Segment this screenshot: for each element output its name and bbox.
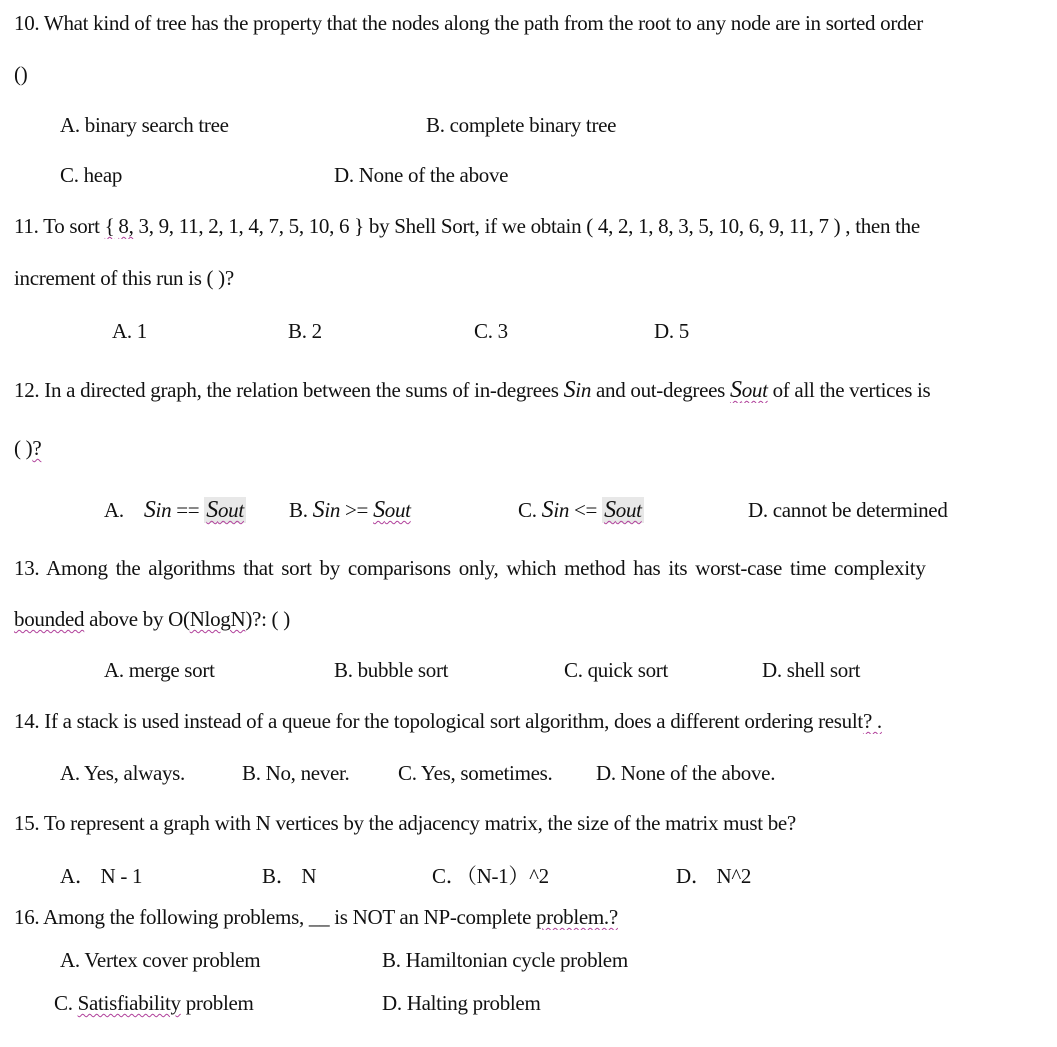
question-13-option-d: D. shell sort: [762, 658, 861, 682]
question-11-set-first: 8,: [118, 214, 134, 238]
question-15-option-a: A． N - 1: [60, 864, 143, 888]
question-13-blank: )?: ( ): [245, 607, 290, 631]
question-12-option-b-operator: >=: [340, 498, 374, 522]
question-11-stem-middle: by Shell Sort, if we obtain ( 4, 2, 1, 8, 3, 5, 10, 6, 9, 11, 7 ) , then the: [363, 214, 920, 238]
question-13-bounded-word: bounded: [14, 607, 85, 631]
question-16-stem-start: 16. Among the following problems,: [14, 905, 309, 929]
question-13-complexity-func: NlogN: [189, 607, 246, 631]
question-12-sout-symbol: Sout: [729, 377, 768, 403]
question-16-option-c-label: C.: [54, 991, 78, 1015]
question-16-option-b: B. Hamiltonian cycle problem: [382, 948, 628, 972]
question-11-set-rest: 3, 9, 11, 2, 1, 4, 7, 5, 10, 6 }: [133, 214, 364, 238]
question-12-blank: [14, 435, 41, 461]
question-12-option-a: [104, 497, 246, 523]
question-12-option-b-sout: Sout: [373, 497, 411, 523]
question-10-stem: 10. What kind of tree has the property that the nodes along the path from the root to any node are in sorted order: [14, 11, 923, 35]
question-14-option-d: D. None of the above.: [596, 761, 776, 785]
question-12-option-b-sin: Sin: [312, 497, 341, 523]
question-10-option-b: B. complete binary tree: [426, 113, 617, 137]
question-11-stem-start: 11. To sort: [14, 214, 105, 238]
question-14-option-b: B. No, never.: [242, 761, 350, 785]
question-14-option-c: C. Yes, sometimes.: [398, 761, 553, 785]
question-16-option-c-word: Satisfiability: [77, 991, 181, 1015]
question-12-option-a-operator: ==: [171, 498, 205, 522]
question-12-option-a-sout: Sout: [206, 497, 244, 523]
question-16-option-d: D. Halting problem: [382, 991, 541, 1015]
question-14-stem-text: 14. If a stack is used instead of a queue for the topological sort algorithm, does a different ordering result: [14, 709, 863, 733]
question-13-stem: 13. Among the algorithms that sort by comparisons only, which method has its worst-case time complexity: [14, 556, 926, 580]
question-15-option-d: D． N^2: [676, 864, 752, 888]
question-12-option-c-label: C.: [518, 498, 542, 522]
question-12-sin-symbol: Sin: [563, 377, 592, 403]
question-16-option-c: [54, 990, 254, 1016]
question-16-stem-middle: is NOT an NP-complete: [329, 905, 537, 929]
question-12-option-c: [518, 497, 644, 523]
question-16-option-c-rest: problem: [180, 991, 254, 1015]
question-11-option-d: D. 5: [654, 319, 689, 343]
question-13-option-a: A. merge sort: [104, 658, 215, 682]
question-12-option-c-sin: Sin: [541, 497, 570, 523]
question-12-stem-end: of all the vertices is: [767, 378, 931, 402]
question-12-option-a-label: A.: [104, 498, 124, 522]
question-10-option-a: A. binary search tree: [60, 113, 229, 137]
question-15-stem: 15. To represent a graph with N vertices by the adjacency matrix, the size of the matrix must be?: [14, 811, 796, 835]
question-15-option-c: C．（N-1）^2: [432, 864, 549, 888]
question-11-stem-end: increment of this run is ( )?: [14, 266, 234, 290]
question-12-stem: [14, 377, 1057, 403]
question-13-option-c: C. quick sort: [564, 658, 669, 682]
question-12-stem-start: 12. In a directed graph, the relation between the sums of in-degrees: [14, 378, 564, 402]
question-10-option-d: D. None of the above: [334, 163, 509, 187]
question-11-option-c: C. 3: [474, 319, 508, 343]
question-16-stem-end: problem.?: [536, 905, 618, 929]
question-14-option-a: A. Yes, always.: [60, 761, 186, 785]
question-12-option-a-sin: Sin: [143, 497, 172, 523]
question-12-stem-middle: and out-degrees: [591, 378, 730, 402]
question-13-option-b: B. bubble sort: [334, 658, 449, 682]
question-12-option-d: D. cannot be determined: [748, 498, 948, 522]
question-11-stem: [14, 213, 1057, 239]
question-12-option-b-label: B.: [289, 498, 313, 522]
question-16-option-a: A. Vertex cover problem: [60, 948, 261, 972]
question-13-stem-mid: above by O(: [84, 607, 190, 631]
question-16-stem: [14, 904, 1057, 930]
question-11-option-a: A. 1: [112, 319, 147, 343]
question-12-blank-parens: ( ): [14, 436, 33, 460]
question-11-set-open: {: [104, 214, 115, 238]
question-12-option-c-sout: Sout: [604, 497, 642, 523]
question-12-option-b: [289, 497, 411, 523]
question-13-stem-end: [14, 606, 290, 632]
question-16-blank: __: [308, 905, 330, 929]
question-10-option-c: C. heap: [60, 163, 123, 187]
question-11-option-b: B. 2: [288, 319, 322, 343]
question-12-option-c-operator: <=: [569, 498, 603, 522]
question-14-stem-end: ? .: [862, 709, 882, 733]
question-10-blank: (): [14, 62, 28, 86]
question-12-blank-question: ?: [32, 436, 42, 460]
question-14-stem: [14, 708, 1057, 734]
question-15-option-b: B． N: [262, 864, 317, 888]
